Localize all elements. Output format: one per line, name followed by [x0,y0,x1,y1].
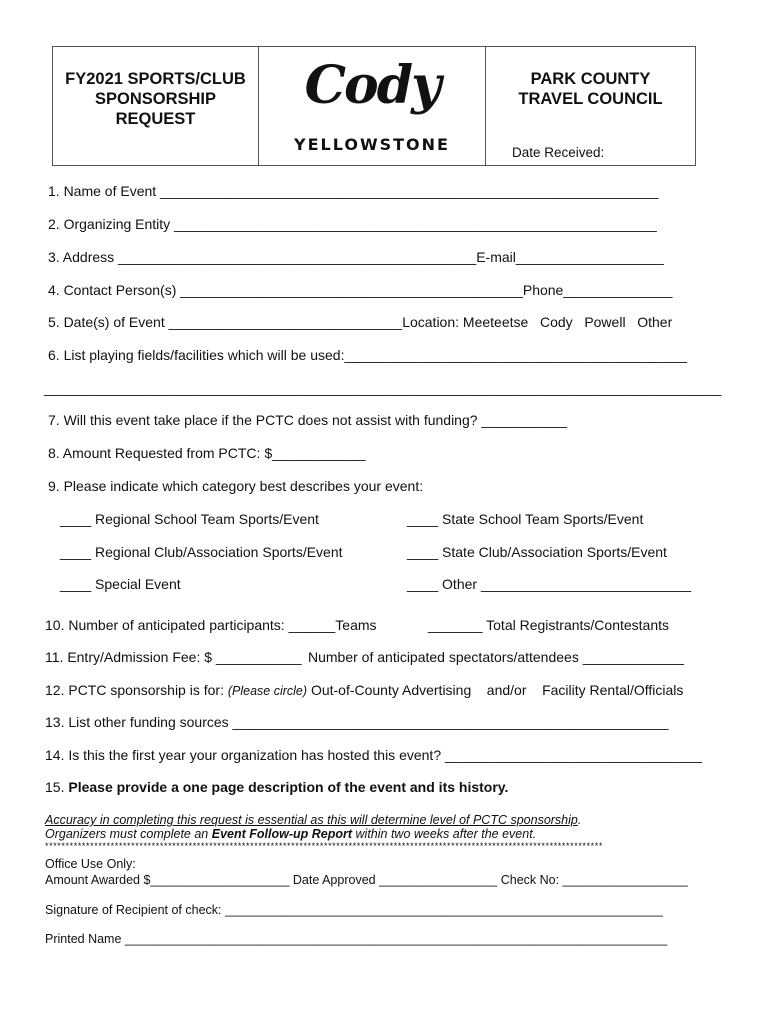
category-state-school[interactable]: ____ State School Team Sports/Event [407,511,644,527]
option-facility-rental-officials[interactable]: Facility Rental/Officials [542,682,684,698]
contact-phone-field[interactable]: 4. Contact Person(s) ____________________________________________Phone______________ [48,282,673,298]
sponsorship-type-label: 12. PCTC sponsorship is for: [45,682,224,698]
category-regional-club[interactable]: ____ Regional Club/Association Sports/Event [60,544,343,560]
office-use-label: Office Use Only: [45,857,136,871]
description-text: Please provide a one page description of the event and its history. [68,779,509,795]
please-circle-note: (Please circle) [227,684,308,698]
category-regional-school[interactable]: ____ Regional School Team Sports/Event [60,511,319,527]
address-email-field[interactable]: 3. Address ______________________________________________E-mail___________________ [48,249,664,265]
spectators-field[interactable]: Number of anticipated spectators/attendees _____________ [308,649,684,665]
accuracy-note-period: . [577,813,582,827]
organization-name-line: PARK COUNTY [530,70,651,88]
form-title-line: REQUEST [115,110,196,128]
logo-script-text: Cody [304,55,440,116]
form-header [52,46,696,166]
amount-awarded-field[interactable]: Amount Awarded $____________________ Date Approved _________________ Check No: __________________ [45,873,688,887]
amount-requested-field[interactable]: 8. Amount Requested from PCTC: $____________ [48,445,366,461]
funding-dependency-field[interactable]: 7. Will this event take place if the PCTC does not assist with funding? ___________ [48,412,568,428]
location-option-powell[interactable]: Powell [584,314,626,330]
follow-up-note-end: within two weeks after the event. [355,827,537,841]
follow-up-note-start: Organizers must complete an [45,827,209,841]
organization-block [486,47,695,165]
category-other[interactable]: ____ Other ___________________________ [407,576,692,592]
organizing-entity-field[interactable]: 2. Organizing Entity ______________________________________________________________ [48,216,657,232]
and-or-text: and/or [486,682,527,698]
location-option-meeteetse[interactable]: Meeteetse [462,314,529,330]
form-title-line: SPONSORSHIP [94,90,217,108]
event-dates-field[interactable] [48,314,672,330]
organization-name-line: TRAVEL COUNCIL [518,90,663,108]
accuracy-note-text: Accuracy in completing this request is essential as this will determine level of PCTC sponsorship [45,813,578,827]
facilities-field-continued[interactable]: _______________________________________________________________________________________ [44,380,722,396]
cody-yellowstone-logo [259,47,486,165]
other-funding-field[interactable]: 13. List other funding sources ________________________________________________________ [45,714,669,730]
event-name-field[interactable]: 1. Name of Event ________________________________________________________________ [48,183,659,199]
description-instruction [45,779,508,795]
category-state-club[interactable]: ____ State Club/Association Sports/Event [407,544,667,560]
location-option-cody[interactable]: Cody [539,314,573,330]
follow-up-report-name: Event Follow-up Report [211,827,353,841]
separator-stars: **************************************************************************************************************************************** [45,841,603,851]
first-year-field[interactable]: 14. Is this the first year your organization has hosted this event? _________________________________ [45,747,702,763]
follow-up-note [45,826,536,842]
facilities-field[interactable]: 6. List playing fields/facilities which will be used:____________________________________________ [48,347,688,363]
printed-name-field[interactable]: Printed Name ______________________________________________________________________________ [45,932,668,946]
option-out-of-county-advertising[interactable]: Out-of-County Advertising [310,682,472,698]
description-number: 15. [45,779,65,795]
recipient-signature-field[interactable]: Signature of Recipient of check: _______________________________________________________________ [45,903,663,917]
date-received-label: Date Received: [512,145,605,160]
sponsorship-type-field[interactable] [45,682,683,699]
event-dates-label: 5. Date(s) of Event ______________________________Location: [48,314,460,330]
category-question: 9. Please indicate which category best describes your event: [48,478,424,494]
total-registrants-field[interactable]: _______ Total Registrants/Contestants [428,617,670,633]
form-title [53,47,259,165]
form-title-line: FY2021 SPORTS/CLUB [65,70,246,88]
category-special-event[interactable]: ____ Special Event [60,576,181,592]
participants-teams-field[interactable]: 10. Number of anticipated participants: ______Teams [45,617,377,633]
entry-fee-field[interactable]: 11. Entry/Admission Fee: $ ___________ [45,649,302,665]
logo-sub-text: YELLOWSTONE [294,135,450,154]
location-option-other[interactable]: Other [637,314,673,330]
